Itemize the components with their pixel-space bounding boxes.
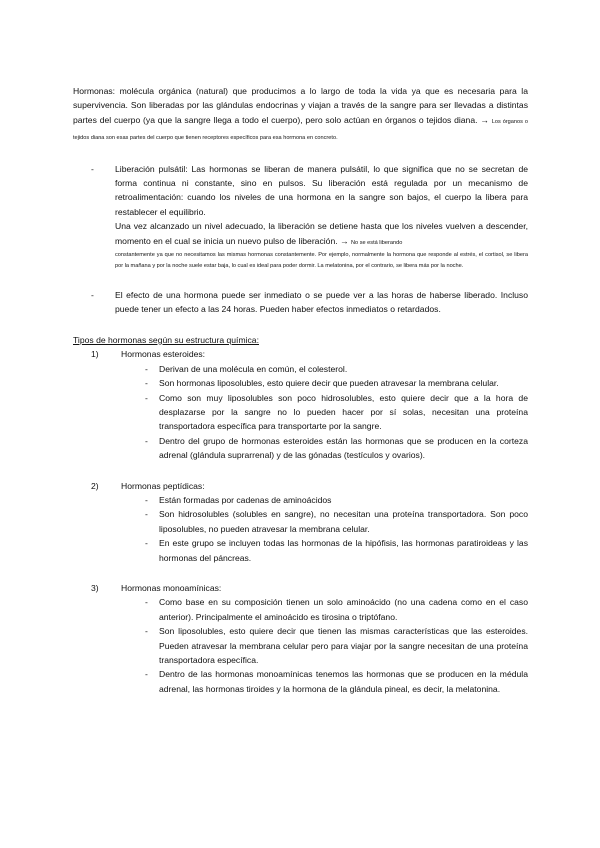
group-monoamine-heading: [91, 581, 528, 595]
bullet-effect: [73, 288, 528, 317]
bullet-marker: -: [145, 509, 148, 520]
item-text: En este grupo se incluyen todas las hormonas de la hipófisis, las hormonas paratiroideas y las hormonas del páncreas.: [159, 538, 528, 563]
release-paragraph-1: Liberación pulsátil: Las hormonas se liberan de manera pulsátil, lo que significa que no se secretan de forma continua ni constante, sino en pulsos. Su liberación está regulada por un mecanismo de retroalimentación: cuando los niveles de una hormona en la sangre son bajos, el cuerpo la libera para restablecer el equilibrio.: [115, 163, 528, 217]
intro-paragraph: [73, 84, 528, 146]
bullet-marker: -: [145, 435, 148, 446]
bullet-marker: -: [145, 597, 148, 608]
list-item: [145, 362, 528, 376]
list-item: [145, 595, 528, 624]
list-item: [145, 507, 528, 536]
list-item: [145, 434, 528, 463]
item-text: Como base en su composición tienen un solo aminoácido (no una cadena como en el caso anterior). Principalmente el aminoácido es tirosina o triptófano.: [159, 597, 528, 622]
item-text: Son hidrosolubles (solubles en sangre), no necesitan una proteína transportadora. Son poco liposolubles, no pueden atravesar la membrana celular.: [159, 509, 528, 534]
list-item: [145, 624, 528, 667]
release-note-a: No se está liberando: [351, 239, 403, 246]
list-item: [145, 376, 528, 390]
bullet-marker: -: [145, 392, 148, 403]
document-page: [73, 84, 528, 696]
bullet-marker: -: [145, 363, 148, 374]
group-title: Hormonas peptídicas:: [121, 480, 205, 491]
bullet-marker: -: [145, 494, 148, 505]
item-text: Derivan de una molécula en común, el colesterol.: [159, 363, 348, 374]
bullet-marker: -: [145, 538, 148, 549]
release-paragraph-2: [115, 219, 528, 250]
section-title: Tipos de hormonas según su estructura química:: [73, 334, 259, 345]
list-item: [145, 391, 528, 434]
group-title: Hormonas monoamínicas:: [121, 582, 222, 593]
group-number: 3): [91, 582, 99, 593]
bullet-marker: -: [145, 378, 148, 389]
release-text-2: Una vez alcanzado un nivel adecuado, la liberación se detiene hasta que los niveles vuelven a descender, momento en el cual se inicia un nuevo pulso de liberación. →: [115, 221, 528, 246]
item-text: Son hormonas liposolubles, esto quiere decir que pueden atravesar la membrana celular.: [159, 378, 499, 389]
bullet-marker: -: [145, 626, 148, 637]
list-item: [145, 667, 528, 696]
group-peptide-heading: [91, 479, 528, 493]
group-steroid-heading: [91, 347, 528, 361]
intro-text: Hormonas: molécula orgánica (natural) que producimos a lo largo de toda la vida ya que es necesaria para la supervivencia. Son liberadas por las glándulas endocrinas y viajan a través de la sangre para ser llevadas a distintas partes del cuerpo (ya que la sangre llega a todo el cuerpo), pero solo actúan en órganos o tejidos diana. →: [73, 86, 528, 125]
release-note-b: constantemente ya que no necesitamos las mismas hormonas constantemente. Por ejemplo, normalmente la hormona que responde al estrés, el cortisol, se libera por la mañana y por la noche suele estar baja, lo cual es ideal para poder dormir. La melatonina, por el contrario, se libera más por la noche.: [115, 252, 528, 270]
list-item: [145, 536, 528, 565]
group-number: 2): [91, 480, 99, 491]
bullet-marker: -: [145, 669, 148, 680]
item-text: Dentro del grupo de hormonas esteroides están las hormonas que se producen en la corteza adrenal (glándula suprarrenal) y de las gónadas (testículos y ovarios).: [159, 435, 528, 461]
item-text: Son liposolubles, esto quiere decir que tienen las mismas características que las esteroides. Pueden atravesar la membrana celular pero para viajar por la sangre necesitan de una proteína transportadora específica.: [159, 626, 528, 665]
group-title: Hormonas esteroides:: [121, 349, 206, 360]
intro-note: Los órganos o tejidos diana son esas partes del cuerpo que tienen receptores específicos para esa hormona en concreto.: [73, 118, 529, 142]
bullet-marker: -: [91, 163, 94, 174]
list-item: [145, 493, 528, 507]
effect-paragraph: El efecto de una hormona puede ser inmediato o se puede ver a las horas de haberse liberado. Incluso puede tener un efecto a las 24 horas. Pueden haber efectos inmediatos o retardados.: [115, 290, 528, 315]
bullet-marker: -: [91, 290, 94, 301]
bullet-release: [73, 162, 528, 272]
item-text: Dentro de las hormonas monoamínicas tenemos las hormonas que se producen en la médula adrenal, las hormonas tiroides y la hormona de la glándula pineal, es decir, la melatonina.: [159, 669, 528, 694]
group-number: 1): [91, 349, 99, 360]
item-text: Están formadas por cadenas de aminoácidos: [159, 494, 332, 505]
item-text: Como son muy liposolubles son poco hidrosolubles, esto quiere decir que a la hora de desplazarse por la sangre no lo pueden hacer por sí solas, necesitan una proteína transportadora específica para transportarte por la sangre.: [159, 392, 528, 432]
